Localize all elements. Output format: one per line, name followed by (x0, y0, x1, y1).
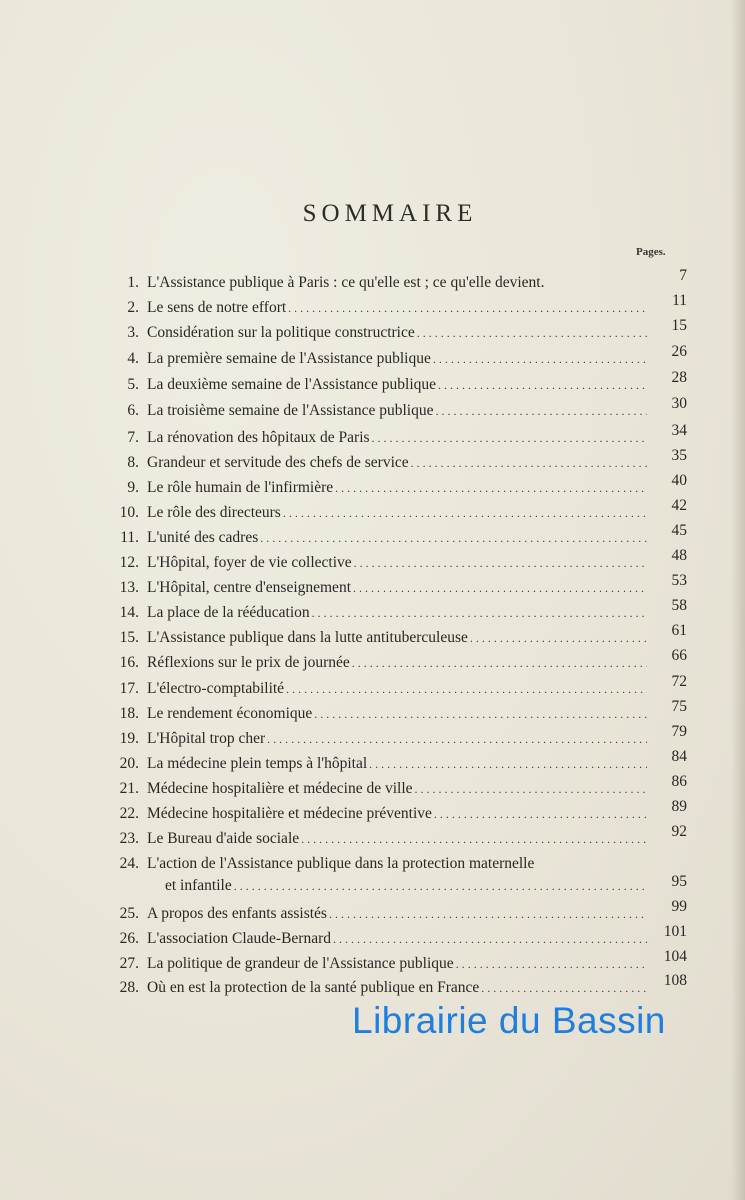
entry-page: 26 (671, 343, 687, 360)
toc-entry-5 (107, 369, 687, 396)
entry-number: 27. (119, 955, 139, 972)
entry-page: 42 (671, 497, 687, 514)
entry-number: 15. (119, 629, 139, 646)
entry-page: 15 (671, 317, 687, 334)
entry-number: 12. (119, 554, 139, 571)
entry-number: 21. (119, 780, 139, 797)
entry-title: L'unité des cadres . . . (147, 527, 647, 549)
toc-entry-16 (107, 647, 687, 674)
entry-page: 45 (671, 522, 687, 539)
entry-page: 95 (671, 873, 687, 890)
entry-number: 16. (119, 654, 139, 671)
entry-page: 53 (671, 572, 687, 589)
entry-page: 35 (671, 447, 687, 464)
toc-entry-28 (107, 972, 687, 999)
entry-page: 40 (671, 472, 687, 489)
entry-number: 6. (127, 402, 139, 419)
entry-page: 86 (671, 773, 687, 790)
entry-number: 4. (127, 350, 139, 367)
entry-title: Grandeur et servitude des chefs de service . . . (147, 452, 647, 474)
toc-entry-11 (107, 522, 687, 549)
entry-page: 30 (671, 395, 687, 412)
bookseller-watermark: Librairie du Bassin (352, 1000, 666, 1041)
entry-title: La rénovation des hôpitaux de Paris . . . (147, 427, 647, 449)
toc-entry-13 (107, 572, 687, 599)
entry-title: L'action de l'Assistance publique dans la protection maternelle (147, 855, 535, 872)
toc-entry-2 (107, 292, 687, 319)
entry-page: 84 (671, 748, 687, 765)
entry-title: Médecine hospitalière et médecine préventive . . . (147, 803, 647, 825)
entry-title: La place de la rééducation . . . (147, 602, 647, 624)
entry-number: 22. (119, 805, 139, 822)
entry-page: 89 (671, 798, 687, 815)
entry-page: 101 (663, 923, 687, 940)
toc-entry-20 (107, 748, 687, 775)
entry-page: 28 (671, 369, 687, 386)
entry-title-continuation: et infantile . . . (165, 875, 645, 897)
toc-entry-21 (107, 773, 687, 800)
entry-title: Où en est la protection de la santé publique en France . . . (147, 977, 647, 999)
toc-entry-1 (107, 267, 687, 294)
entry-page: 61 (671, 622, 687, 639)
entry-number: 19. (119, 730, 139, 747)
entry-title: L'Hôpital trop cher . . . (147, 728, 647, 750)
toc-entry-17 (107, 673, 687, 700)
entry-title: Considération sur la politique constructrice . . . (147, 322, 647, 344)
entry-number: 13. (119, 579, 139, 596)
entry-page: 72 (671, 673, 687, 690)
toc-entry-23 (107, 823, 687, 850)
entry-page: 48 (671, 547, 687, 564)
toc-entry-12 (107, 547, 687, 574)
entry-number: 2. (127, 299, 139, 316)
entry-title: La médecine plein temps à l'hôpital . . . (147, 753, 647, 775)
entry-page: 7 (679, 267, 687, 284)
entry-page: 79 (671, 723, 687, 740)
pages-column-label: Pages. (636, 246, 666, 258)
entry-number: 25. (119, 905, 139, 922)
entry-title: Le rendement économique . . . (147, 703, 647, 725)
entry-number: 17. (119, 680, 139, 697)
entry-number: 10. (119, 504, 139, 521)
entry-title: Le rôle des directeurs . . . (147, 502, 647, 524)
entry-number: 8. (127, 454, 139, 471)
entry-title: La deuxième semaine de l'Assistance publique . . . (147, 374, 647, 396)
entry-page: 66 (671, 647, 687, 664)
entry-title: A propos des enfants assistés . . . (147, 903, 647, 925)
entry-page: 108 (663, 972, 687, 989)
toc-entry-3 (107, 317, 687, 344)
entry-title: La troisième semaine de l'Assistance publique . . . (147, 400, 647, 422)
entry-number: 14. (119, 604, 139, 621)
entry-page: 58 (671, 597, 687, 614)
entry-title: L'association Claude-Bernard . . . (147, 928, 647, 950)
entry-number: 18. (119, 705, 139, 722)
entry-page: 104 (663, 948, 687, 965)
entry-title: L'électro-comptabilité . . . (147, 678, 647, 700)
entry-title: L'Hôpital, centre d'enseignement . . . (147, 577, 647, 599)
entry-number: 5. (127, 376, 139, 393)
entry-number: 7. (127, 429, 139, 446)
entry-title: La première semaine de l'Assistance publique . . . (147, 348, 647, 370)
entry-title: L'Assistance publique à Paris : ce qu'elle est ; ce qu'elle devient. (147, 274, 545, 291)
entry-number: 26. (119, 930, 139, 947)
toc-entry-7 (107, 422, 687, 449)
entry-number: 1. (127, 274, 139, 291)
toc-entry-24 (107, 853, 687, 897)
entry-number: 24. (119, 855, 139, 872)
toc-entry-27 (107, 948, 687, 975)
toc-entry-22 (107, 798, 687, 825)
entry-number: 23. (119, 830, 139, 847)
entry-number: 3. (127, 324, 139, 341)
toc-entry-6 (107, 395, 687, 422)
entry-number: 9. (127, 479, 139, 496)
toc-entry-14 (107, 597, 687, 624)
entry-title: Le Bureau d'aide sociale . . . (147, 828, 647, 850)
toc-entry-18 (107, 698, 687, 725)
entry-title: Le rôle humain de l'infirmière . . . (147, 477, 647, 499)
entry-page: 92 (671, 823, 687, 840)
toc-entry-26 (107, 923, 687, 950)
entry-number: 11. (120, 529, 139, 546)
entry-title: Le sens de notre effort . . . (147, 297, 647, 319)
entry-page: 99 (671, 898, 687, 915)
entry-title: Médecine hospitalière et médecine de ville . . . (147, 778, 647, 800)
toc-entry-19 (107, 723, 687, 750)
toc-entry-10 (107, 497, 687, 524)
entry-page: 11 (672, 292, 687, 309)
entry-title: La politique de grandeur de l'Assistance publique . . . (147, 953, 647, 975)
toc-entry-25 (107, 898, 687, 925)
entry-title: L'Hôpital, foyer de vie collective . . . (147, 552, 647, 574)
entry-page: 34 (671, 422, 687, 439)
entry-page: 75 (671, 698, 687, 715)
toc-entry-4 (107, 343, 687, 370)
toc-entry-9 (107, 472, 687, 499)
entry-title: Réflexions sur le prix de journée . . . (147, 652, 647, 674)
page-title: SOMMAIRE (302, 200, 478, 227)
entry-title: L'Assistance publique dans la lutte antituberculeuse . . . (147, 627, 647, 649)
entry-number: 20. (119, 755, 139, 772)
toc-entry-15 (107, 622, 687, 649)
entry-number: 28. (119, 979, 139, 996)
toc-entry-8 (107, 447, 687, 474)
